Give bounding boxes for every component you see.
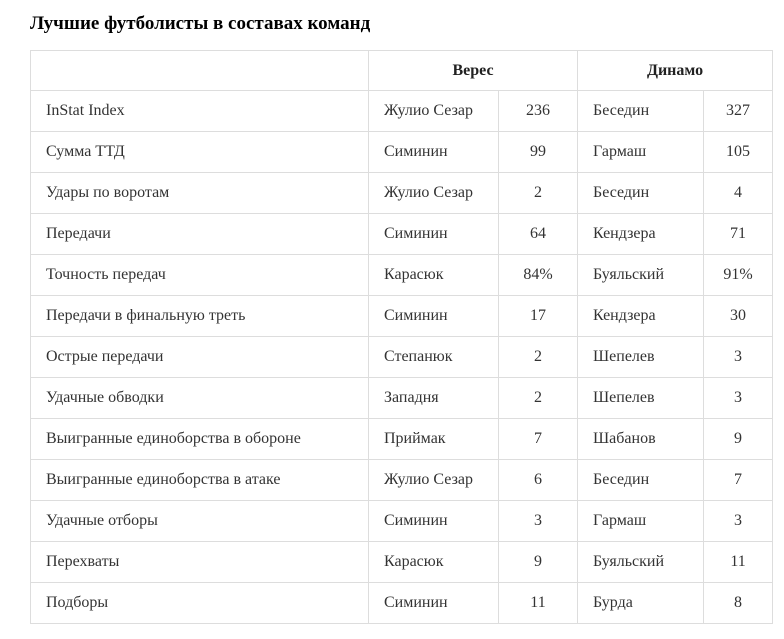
stat-name-cell: Сумма ТТД	[31, 132, 369, 173]
veres-value-cell: 11	[499, 583, 578, 624]
table-row	[31, 91, 773, 132]
veres-player-cell: Жулио Сезар	[369, 173, 499, 214]
corner-cell	[31, 51, 369, 91]
dynamo-value-cell: 30	[704, 296, 773, 337]
stat-name-cell: Удачные отборы	[31, 501, 369, 542]
table-row	[31, 132, 773, 173]
veres-player-cell: Симинин	[369, 583, 499, 624]
table-row	[31, 296, 773, 337]
dynamo-player-cell: Буяльский	[578, 255, 704, 296]
dynamo-player-cell: Кендзера	[578, 214, 704, 255]
dynamo-player-cell: Кендзера	[578, 296, 704, 337]
dynamo-player-cell: Шепелев	[578, 378, 704, 419]
stat-name-cell: Передачи	[31, 214, 369, 255]
table-row	[31, 419, 773, 460]
page-title: Лучшие футболисты в составах команд	[30, 13, 371, 34]
veres-value-cell: 236	[499, 91, 578, 132]
veres-value-cell: 6	[499, 460, 578, 501]
dynamo-value-cell: 9	[704, 419, 773, 460]
veres-value-cell: 99	[499, 132, 578, 173]
dynamo-value-cell: 3	[704, 378, 773, 419]
dynamo-value-cell: 327	[704, 91, 773, 132]
dynamo-player-cell: Шабанов	[578, 419, 704, 460]
dynamo-value-cell: 3	[704, 501, 773, 542]
dynamo-player-cell: Беседин	[578, 91, 704, 132]
dynamo-value-cell: 3	[704, 337, 773, 378]
stat-name-cell: InStat Index	[31, 91, 369, 132]
veres-player-cell: Карасюк	[369, 255, 499, 296]
veres-value-cell: 7	[499, 419, 578, 460]
stat-name-cell: Выигранные единоборства в атаке	[31, 460, 369, 501]
veres-player-cell: Карасюк	[369, 542, 499, 583]
veres-value-cell: 2	[499, 337, 578, 378]
dynamo-value-cell: 71	[704, 214, 773, 255]
dynamo-player-cell: Бурда	[578, 583, 704, 624]
table-row	[31, 501, 773, 542]
veres-player-cell: Жулио Сезар	[369, 460, 499, 501]
veres-player-cell: Симинин	[369, 296, 499, 337]
dynamo-player-cell: Гармаш	[578, 501, 704, 542]
veres-value-cell: 64	[499, 214, 578, 255]
veres-player-cell: Приймак	[369, 419, 499, 460]
dynamo-player-cell: Шепелев	[578, 337, 704, 378]
veres-player-cell: Жулио Сезар	[369, 91, 499, 132]
veres-player-cell: Степанюк	[369, 337, 499, 378]
table-row	[31, 542, 773, 583]
stat-name-cell: Удары по воротам	[31, 173, 369, 214]
dynamo-value-cell: 105	[704, 132, 773, 173]
table-row	[31, 214, 773, 255]
veres-value-cell: 17	[499, 296, 578, 337]
stat-name-cell: Подборы	[31, 583, 369, 624]
veres-value-cell: 2	[499, 378, 578, 419]
veres-value-cell: 2	[499, 173, 578, 214]
veres-value-cell: 84%	[499, 255, 578, 296]
veres-value-cell: 3	[499, 501, 578, 542]
table-row	[31, 583, 773, 624]
dynamo-value-cell: 11	[704, 542, 773, 583]
table-row	[31, 460, 773, 501]
team-header-veres: Верес	[369, 51, 578, 91]
stats-table	[30, 50, 773, 624]
stat-name-cell: Перехваты	[31, 542, 369, 583]
veres-player-cell: Симинин	[369, 132, 499, 173]
dynamo-value-cell: 91%	[704, 255, 773, 296]
stat-name-cell: Выигранные единоборства в обороне	[31, 419, 369, 460]
team-header-dynamo: Динамо	[578, 51, 773, 91]
table-body	[31, 91, 773, 624]
dynamo-player-cell: Буяльский	[578, 542, 704, 583]
dynamo-value-cell: 8	[704, 583, 773, 624]
stat-name-cell: Передачи в финальную треть	[31, 296, 369, 337]
table-row	[31, 255, 773, 296]
table-row	[31, 173, 773, 214]
table-row	[31, 378, 773, 419]
stat-name-cell: Точность передач	[31, 255, 369, 296]
dynamo-player-cell: Беседин	[578, 173, 704, 214]
dynamo-player-cell: Гармаш	[578, 132, 704, 173]
veres-value-cell: 9	[499, 542, 578, 583]
table-row	[31, 337, 773, 378]
dynamo-value-cell: 4	[704, 173, 773, 214]
dynamo-player-cell: Беседин	[578, 460, 704, 501]
veres-player-cell: Симинин	[369, 214, 499, 255]
stat-name-cell: Острые передачи	[31, 337, 369, 378]
dynamo-value-cell: 7	[704, 460, 773, 501]
veres-player-cell: Западня	[369, 378, 499, 419]
header-row	[31, 51, 773, 91]
veres-player-cell: Симинин	[369, 501, 499, 542]
stat-name-cell: Удачные обводки	[31, 378, 369, 419]
